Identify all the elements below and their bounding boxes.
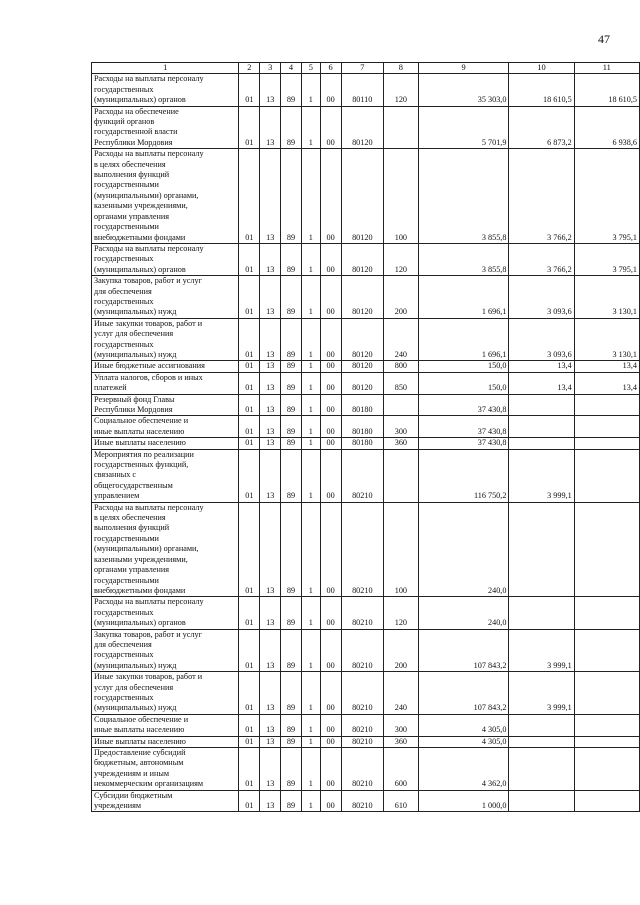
table-row [92, 106, 640, 149]
target-article-cell: 80210 [341, 736, 384, 747]
program-code-cell: 89 [281, 276, 302, 319]
program-code-cell: 89 [281, 243, 302, 275]
program-code-cell: 89 [281, 449, 302, 502]
amount-cell: 150,0 [418, 361, 509, 372]
table-row [92, 438, 640, 449]
subprogram-code-cell: 1 [301, 629, 320, 672]
subsection-code-cell: 13 [260, 276, 281, 319]
section-code-cell: 01 [239, 361, 260, 372]
program-code-cell: 89 [281, 736, 302, 747]
main-event-code-cell: 00 [320, 672, 341, 715]
program-code-cell: 89 [281, 318, 302, 361]
amount-cell: 6 938,6 [574, 106, 639, 149]
row-name-cell: Закупка товаров, работ и услуг для обеспечения государственных (муниципальных) нужд [92, 629, 239, 672]
section-code-cell: 01 [239, 748, 260, 791]
section-code-cell: 01 [239, 790, 260, 812]
expense-type-cell: 360 [384, 736, 419, 747]
section-code-cell: 01 [239, 502, 260, 597]
program-code-cell: 89 [281, 672, 302, 715]
section-code-cell: 01 [239, 106, 260, 149]
amount-cell [574, 790, 639, 812]
subprogram-code-cell: 1 [301, 243, 320, 275]
subprogram-code-cell: 1 [301, 748, 320, 791]
section-code-cell: 01 [239, 736, 260, 747]
amount-cell [509, 438, 574, 449]
table-row [92, 416, 640, 438]
subprogram-code-cell: 1 [301, 318, 320, 361]
subsection-code-cell: 13 [260, 714, 281, 736]
amount-cell [509, 416, 574, 438]
amount-cell [509, 394, 574, 416]
header-cell: 11 [574, 63, 639, 74]
row-name-cell: Закупка товаров, работ и услуг для обеспечения государственных (муниципальных) нужд [92, 276, 239, 319]
expense-type-cell: 200 [384, 276, 419, 319]
amount-cell: 13,4 [509, 361, 574, 372]
header-cell: 2 [239, 63, 260, 74]
expense-type-cell: 360 [384, 438, 419, 449]
target-article-cell: 80210 [341, 502, 384, 597]
section-code-cell: 01 [239, 672, 260, 715]
table-row [92, 790, 640, 812]
target-article-cell: 80120 [341, 276, 384, 319]
amount-cell: 3 130,1 [574, 276, 639, 319]
amount-cell: 4 305,0 [418, 736, 509, 747]
program-code-cell: 89 [281, 438, 302, 449]
table-row [92, 74, 640, 106]
header-cell: 5 [301, 63, 320, 74]
row-name-cell: Иные выплаты населению [92, 736, 239, 747]
amount-cell: 1 696,1 [418, 318, 509, 361]
subsection-code-cell: 13 [260, 629, 281, 672]
amount-cell: 3 766,2 [509, 149, 574, 244]
expense-type-cell: 300 [384, 416, 419, 438]
target-article-cell: 80120 [341, 318, 384, 361]
section-code-cell: 01 [239, 243, 260, 275]
main-event-code-cell: 00 [320, 74, 341, 106]
main-event-code-cell: 00 [320, 106, 341, 149]
section-code-cell: 01 [239, 714, 260, 736]
main-event-code-cell: 00 [320, 318, 341, 361]
target-article-cell: 80120 [341, 243, 384, 275]
amount-cell [509, 748, 574, 791]
subsection-code-cell: 13 [260, 790, 281, 812]
header-row [92, 63, 640, 74]
row-name-cell: Расходы на выплаты персоналу государственных (муниципальных) органов [92, 597, 239, 629]
main-event-code-cell: 00 [320, 502, 341, 597]
amount-cell [574, 672, 639, 715]
subprogram-code-cell: 1 [301, 74, 320, 106]
amount-cell: 116 750,2 [418, 449, 509, 502]
program-code-cell: 89 [281, 502, 302, 597]
amount-cell: 240,0 [418, 597, 509, 629]
amount-cell: 3 999,1 [509, 449, 574, 502]
main-event-code-cell: 00 [320, 714, 341, 736]
subsection-code-cell: 13 [260, 748, 281, 791]
main-event-code-cell: 00 [320, 243, 341, 275]
subprogram-code-cell: 1 [301, 790, 320, 812]
subsection-code-cell: 13 [260, 597, 281, 629]
subsection-code-cell: 13 [260, 106, 281, 149]
expense-type-cell: 200 [384, 629, 419, 672]
header-cell: 3 [260, 63, 281, 74]
target-article-cell: 80120 [341, 149, 384, 244]
subprogram-code-cell: 1 [301, 394, 320, 416]
expense-type-cell: 800 [384, 361, 419, 372]
amount-cell [574, 597, 639, 629]
program-code-cell: 89 [281, 748, 302, 791]
amount-cell: 13,4 [574, 361, 639, 372]
expense-type-cell: 120 [384, 597, 419, 629]
amount-cell [509, 714, 574, 736]
amount-cell [574, 502, 639, 597]
main-event-code-cell: 00 [320, 597, 341, 629]
header-cell: 9 [418, 63, 509, 74]
amount-cell: 3 766,2 [509, 243, 574, 275]
table-row [92, 394, 640, 416]
table-row [92, 449, 640, 502]
expense-type-cell [384, 394, 419, 416]
amount-cell: 3 130,1 [574, 318, 639, 361]
table-row [92, 318, 640, 361]
table-row [92, 736, 640, 747]
amount-cell [574, 714, 639, 736]
main-event-code-cell: 00 [320, 276, 341, 319]
main-event-code-cell: 00 [320, 361, 341, 372]
section-code-cell: 01 [239, 394, 260, 416]
target-article-cell: 80210 [341, 714, 384, 736]
main-event-code-cell: 00 [320, 394, 341, 416]
amount-cell: 3 795,1 [574, 243, 639, 275]
subprogram-code-cell: 1 [301, 714, 320, 736]
subsection-code-cell: 13 [260, 149, 281, 244]
amount-cell [574, 449, 639, 502]
table-row [92, 672, 640, 715]
expense-type-cell: 120 [384, 74, 419, 106]
section-code-cell: 01 [239, 318, 260, 361]
section-code-cell: 01 [239, 416, 260, 438]
expense-type-cell: 120 [384, 243, 419, 275]
subprogram-code-cell: 1 [301, 672, 320, 715]
section-code-cell: 01 [239, 372, 260, 394]
amount-cell [574, 416, 639, 438]
amount-cell: 13,4 [574, 372, 639, 394]
row-name-cell: Уплата налогов, сборов и иных платежей [92, 372, 239, 394]
row-name-cell: Расходы на обеспечение функций органов государственной власти Республики Мордовия [92, 106, 239, 149]
subprogram-code-cell: 1 [301, 597, 320, 629]
row-name-cell: Резервный фонд Главы Республики Мордовия [92, 394, 239, 416]
target-article-cell: 80120 [341, 106, 384, 149]
amount-cell [574, 748, 639, 791]
amount-cell: 150,0 [418, 372, 509, 394]
main-event-code-cell: 00 [320, 149, 341, 244]
amount-cell: 3 855,8 [418, 243, 509, 275]
row-name-cell: Социальное обеспечение и иные выплаты населению [92, 416, 239, 438]
section-code-cell: 01 [239, 629, 260, 672]
row-name-cell: Иные закупки товаров, работ и услуг для обеспечения государственных (муниципальных) нужд [92, 672, 239, 715]
program-code-cell: 89 [281, 714, 302, 736]
target-article-cell: 80210 [341, 672, 384, 715]
target-article-cell: 80210 [341, 597, 384, 629]
subsection-code-cell: 13 [260, 438, 281, 449]
header-cell: 7 [341, 63, 384, 74]
target-article-cell: 80210 [341, 748, 384, 791]
amount-cell: 4 305,0 [418, 714, 509, 736]
program-code-cell: 89 [281, 629, 302, 672]
table-row [92, 502, 640, 597]
header-cell: 4 [281, 63, 302, 74]
amount-cell: 18 610,5 [574, 74, 639, 106]
amount-cell: 3 795,1 [574, 149, 639, 244]
table-row [92, 276, 640, 319]
subprogram-code-cell: 1 [301, 372, 320, 394]
amount-cell: 1 696,1 [418, 276, 509, 319]
section-code-cell: 01 [239, 597, 260, 629]
amount-cell: 1 000,0 [418, 790, 509, 812]
row-name-cell: Предоставление субсидий бюджетным, автономным учреждениям и иным некоммерческим организациям [92, 748, 239, 791]
subprogram-code-cell: 1 [301, 276, 320, 319]
amount-cell [509, 597, 574, 629]
target-article-cell: 80120 [341, 372, 384, 394]
table-row [92, 149, 640, 244]
subprogram-code-cell: 1 [301, 106, 320, 149]
amount-cell: 107 843,2 [418, 672, 509, 715]
program-code-cell: 89 [281, 106, 302, 149]
table-row [92, 243, 640, 275]
subsection-code-cell: 13 [260, 361, 281, 372]
table-row [92, 714, 640, 736]
amount-cell: 3 093,6 [509, 318, 574, 361]
amount-cell: 4 362,0 [418, 748, 509, 791]
section-code-cell: 01 [239, 74, 260, 106]
amount-cell: 13,4 [509, 372, 574, 394]
program-code-cell: 89 [281, 394, 302, 416]
main-event-code-cell: 00 [320, 790, 341, 812]
header-cell: 10 [509, 63, 574, 74]
header-cell: 6 [320, 63, 341, 74]
table-row [92, 748, 640, 791]
main-event-code-cell: 00 [320, 438, 341, 449]
main-event-code-cell: 00 [320, 372, 341, 394]
amount-cell: 5 701,9 [418, 106, 509, 149]
amount-cell: 3 999,1 [509, 672, 574, 715]
row-name-cell: Социальное обеспечение и иные выплаты населению [92, 714, 239, 736]
row-name-cell: Иные закупки товаров, работ и услуг для обеспечения государственных (муниципальных) нужд [92, 318, 239, 361]
row-name-cell: Мероприятия по реализации государственных функций, связанных с общегосударственным управлением [92, 449, 239, 502]
program-code-cell: 89 [281, 149, 302, 244]
expense-type-cell [384, 449, 419, 502]
row-name-cell: Расходы на выплаты персоналу в целях обеспечения выполнения функций государственными (муниципальными) органами, казенными учреждениями, органами управления государственными внебюджетными фондами [92, 502, 239, 597]
section-code-cell: 01 [239, 276, 260, 319]
subprogram-code-cell: 1 [301, 438, 320, 449]
budget-table [91, 62, 640, 812]
table-body [92, 74, 640, 812]
subprogram-code-cell: 1 [301, 149, 320, 244]
program-code-cell: 89 [281, 372, 302, 394]
subsection-code-cell: 13 [260, 372, 281, 394]
amount-cell: 18 610,5 [509, 74, 574, 106]
target-article-cell: 80180 [341, 416, 384, 438]
main-event-code-cell: 00 [320, 449, 341, 502]
program-code-cell: 89 [281, 416, 302, 438]
table-row [92, 597, 640, 629]
subprogram-code-cell: 1 [301, 502, 320, 597]
program-code-cell: 89 [281, 361, 302, 372]
subprogram-code-cell: 1 [301, 449, 320, 502]
expense-type-cell: 100 [384, 502, 419, 597]
section-code-cell: 01 [239, 438, 260, 449]
target-article-cell: 80210 [341, 449, 384, 502]
amount-cell: 37 430,8 [418, 438, 509, 449]
amount-cell: 3 093,6 [509, 276, 574, 319]
subsection-code-cell: 13 [260, 672, 281, 715]
subsection-code-cell: 13 [260, 318, 281, 361]
subsection-code-cell: 13 [260, 243, 281, 275]
amount-cell: 37 430,8 [418, 416, 509, 438]
subsection-code-cell: 13 [260, 74, 281, 106]
amount-cell [509, 502, 574, 597]
program-code-cell: 89 [281, 597, 302, 629]
row-name-cell: Иные выплаты населению [92, 438, 239, 449]
amount-cell: 3 999,1 [509, 629, 574, 672]
amount-cell [574, 629, 639, 672]
section-code-cell: 01 [239, 449, 260, 502]
amount-cell [509, 790, 574, 812]
subprogram-code-cell: 1 [301, 361, 320, 372]
expense-type-cell: 850 [384, 372, 419, 394]
amount-cell: 6 873,2 [509, 106, 574, 149]
row-name-cell: Иные бюджетные ассигнования [92, 361, 239, 372]
expense-type-cell: 240 [384, 672, 419, 715]
target-article-cell: 80210 [341, 790, 384, 812]
program-code-cell: 89 [281, 790, 302, 812]
expense-type-cell: 240 [384, 318, 419, 361]
row-name-cell: Расходы на выплаты персоналу в целях обеспечения выполнения функций государственными (муниципальными) органами, казенными учреждениями, органами управления государственными внебюджетными фондами [92, 149, 239, 244]
expense-type-cell: 600 [384, 748, 419, 791]
page-number: 47 [598, 32, 610, 46]
row-name-cell: Расходы на выплаты персоналу государственных (муниципальных) органов [92, 243, 239, 275]
target-article-cell: 80210 [341, 629, 384, 672]
table-row [92, 629, 640, 672]
program-code-cell: 89 [281, 74, 302, 106]
section-code-cell: 01 [239, 149, 260, 244]
main-event-code-cell: 00 [320, 748, 341, 791]
expense-type-cell: 100 [384, 149, 419, 244]
main-event-code-cell: 00 [320, 629, 341, 672]
amount-cell: 37 430,8 [418, 394, 509, 416]
header-cell: 1 [92, 63, 239, 74]
subprogram-code-cell: 1 [301, 416, 320, 438]
amount-cell: 240,0 [418, 502, 509, 597]
main-event-code-cell: 00 [320, 416, 341, 438]
amount-cell [509, 736, 574, 747]
header-cell: 8 [384, 63, 419, 74]
amount-cell [574, 438, 639, 449]
table-row [92, 361, 640, 372]
subsection-code-cell: 13 [260, 416, 281, 438]
target-article-cell: 80120 [341, 361, 384, 372]
amount-cell: 107 843,2 [418, 629, 509, 672]
subsection-code-cell: 13 [260, 502, 281, 597]
target-article-cell: 80180 [341, 394, 384, 416]
expense-type-cell [384, 106, 419, 149]
row-name-cell: Субсидии бюджетным учреждениям [92, 790, 239, 812]
expense-type-cell: 300 [384, 714, 419, 736]
target-article-cell: 80110 [341, 74, 384, 106]
table-row [92, 372, 640, 394]
subsection-code-cell: 13 [260, 394, 281, 416]
amount-cell [574, 394, 639, 416]
amount-cell [574, 736, 639, 747]
subprogram-code-cell: 1 [301, 736, 320, 747]
row-name-cell: Расходы на выплаты персоналу государственных (муниципальных) органов [92, 74, 239, 106]
main-event-code-cell: 00 [320, 736, 341, 747]
subsection-code-cell: 13 [260, 449, 281, 502]
target-article-cell: 80180 [341, 438, 384, 449]
amount-cell: 3 855,8 [418, 149, 509, 244]
subsection-code-cell: 13 [260, 736, 281, 747]
expense-type-cell: 610 [384, 790, 419, 812]
amount-cell: 35 303,0 [418, 74, 509, 106]
